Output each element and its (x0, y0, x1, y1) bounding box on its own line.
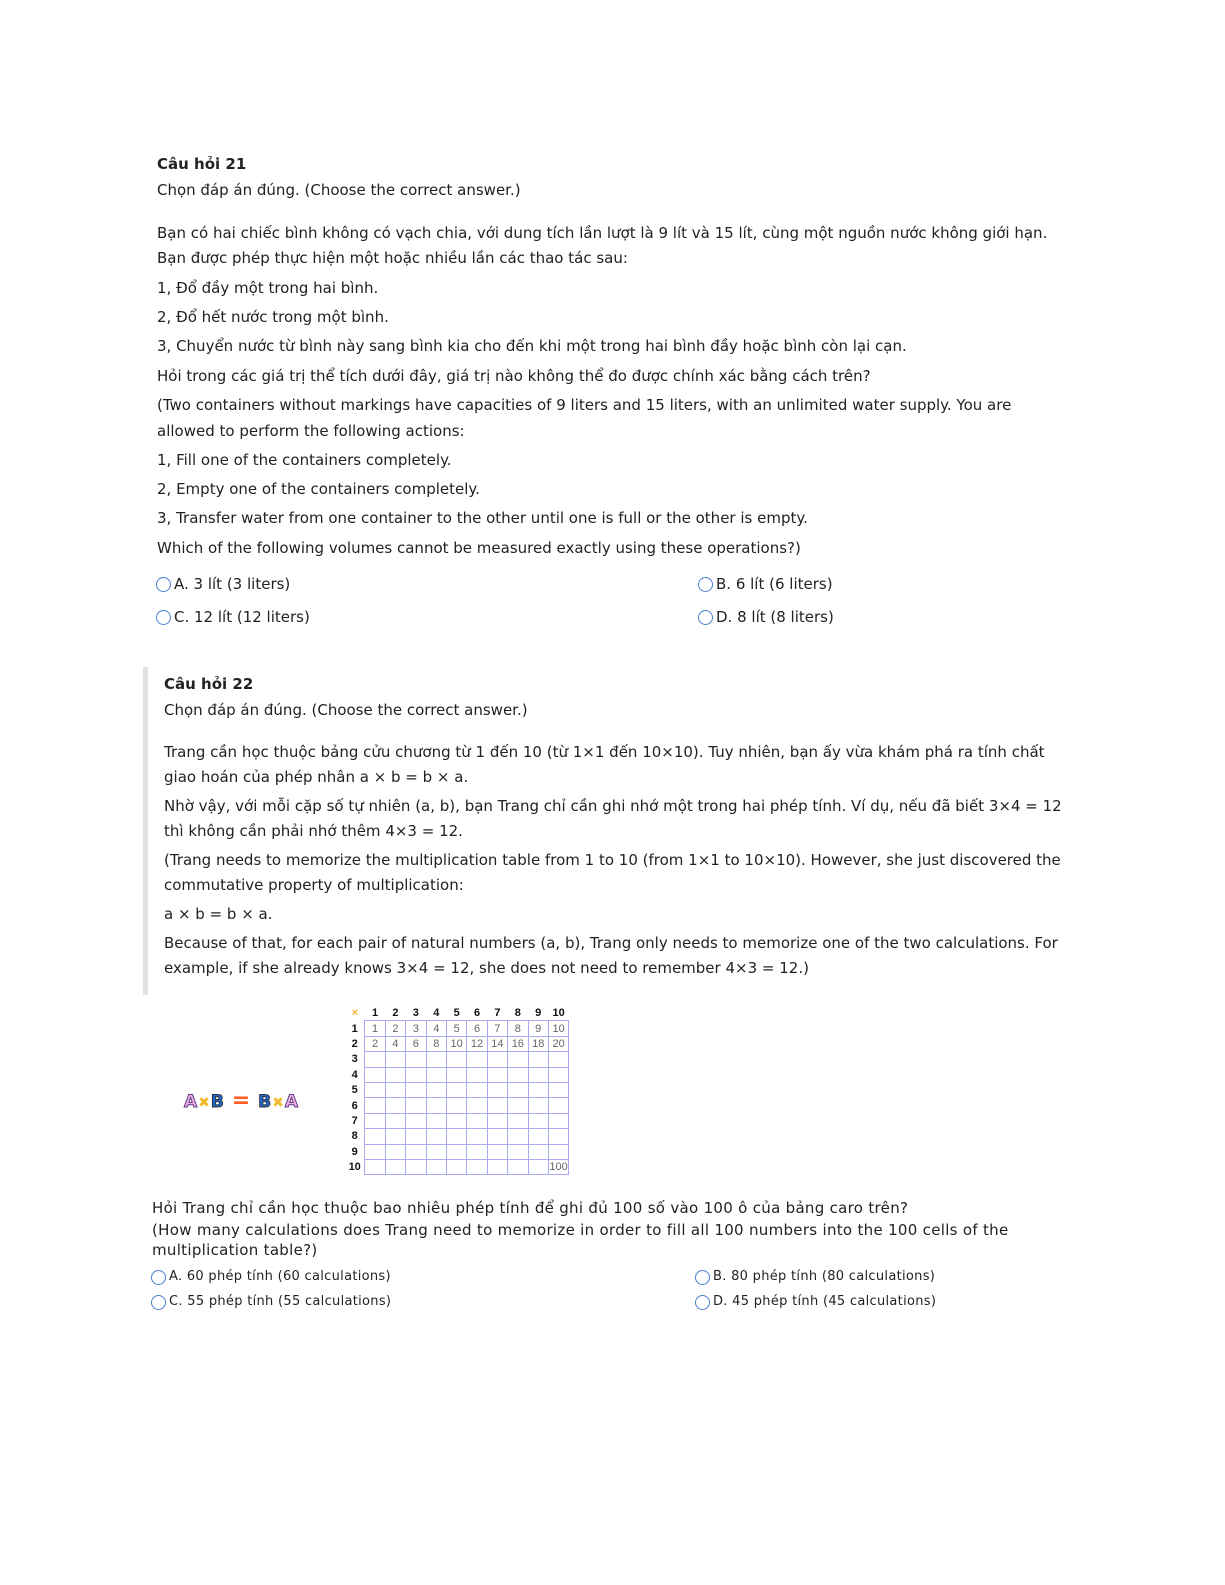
table-cell (508, 1144, 528, 1159)
table-cell (467, 1082, 487, 1097)
table-cell: 12 (467, 1036, 487, 1051)
body-line: Trang cần học thuộc bảng cửu chương từ 1 đến 10 (từ 1×1 đến 10×10). Tuy nhiên, bạn ấy vừa khám phá ra tính chất (164, 743, 1045, 761)
table-cell (446, 1067, 466, 1082)
table-cell (487, 1098, 507, 1113)
table-cell (508, 1052, 528, 1067)
table-cell (406, 1067, 426, 1082)
table-cell: 5 (446, 1021, 466, 1036)
column-header: 4 (433, 1007, 440, 1020)
table-cell (406, 1113, 426, 1128)
option-label: D. 8 lít (8 liters) (716, 608, 834, 626)
table-cell: 7 (487, 1021, 507, 1036)
body-line: example, if she already knows 3×4 = 12, she does not need to remember 4×3 = 12.) (164, 959, 809, 977)
column-header: 9 (535, 1007, 542, 1020)
table-cell (385, 1082, 405, 1097)
table-cell (426, 1082, 446, 1097)
table-cell (467, 1098, 487, 1113)
table-row (345, 1098, 569, 1113)
option-b[interactable] (695, 1267, 935, 1287)
body-line: 2, Empty one of the containers completely. (157, 480, 480, 498)
instruction: Chọn đáp án đúng. (Choose the correct answer.) (164, 701, 528, 719)
table-cell (508, 1159, 528, 1174)
table-cell (487, 1144, 507, 1159)
table-cell: 6 (406, 1036, 426, 1051)
table-cell: 4 (426, 1021, 446, 1036)
body-line: 1, Fill one of the containers completely. (157, 451, 452, 469)
table-cell (548, 1113, 568, 1128)
table-cell: 20 (548, 1036, 568, 1051)
table-cell (446, 1082, 466, 1097)
table-cell: 9 (528, 1021, 548, 1036)
table-cell (385, 1098, 405, 1113)
option-c[interactable] (156, 607, 310, 627)
radio-icon[interactable] (151, 1295, 166, 1310)
corner-times-icon: × (351, 1007, 359, 1020)
option-a[interactable] (156, 574, 290, 594)
radio-icon[interactable] (698, 577, 713, 592)
option-label: D. 45 phép tính (45 calculations) (713, 1294, 937, 1309)
commutative-illustration (184, 1088, 299, 1113)
table-row (345, 1082, 569, 1097)
row-header: 9 (351, 1145, 358, 1158)
table-cell: 10 (446, 1036, 466, 1051)
table-cell (426, 1067, 446, 1082)
table-cell (528, 1067, 548, 1082)
table-cell: 8 (508, 1021, 528, 1036)
table-cell (528, 1052, 548, 1067)
table-cell (385, 1052, 405, 1067)
table-row (345, 1036, 569, 1051)
table-cell (528, 1159, 548, 1174)
table-cell: 16 (508, 1036, 528, 1051)
table-cell (446, 1159, 466, 1174)
body-line: (Trang needs to memorize the multiplication table from 1 to 10 (from 1×1 to 10×10). However, she just discovered the (164, 851, 1061, 869)
option-label: B. 80 phép tính (80 calculations) (713, 1269, 936, 1284)
body-line: Because of that, for each pair of natural numbers (a, b), Trang only needs to memorize one of the two calculations. For (164, 934, 1058, 952)
table-row (345, 1144, 569, 1159)
option-label: A. 3 lít (3 liters) (174, 575, 291, 593)
body-line: allowed to perform the following actions: (157, 422, 465, 440)
table-cell (406, 1098, 426, 1113)
table-cell (365, 1113, 385, 1128)
question-title: Câu hỏi 21 (157, 155, 247, 173)
table-cell (426, 1052, 446, 1067)
table-row (345, 1052, 569, 1067)
table-cell (365, 1067, 385, 1082)
table-cell (426, 1144, 446, 1159)
table-cell (385, 1113, 405, 1128)
body-line: Bạn được phép thực hiện một hoặc nhiều lần các thao tác sau: (157, 249, 628, 267)
question-title: Câu hỏi 22 (164, 675, 254, 693)
table-cell (487, 1129, 507, 1144)
table-row (345, 1067, 569, 1082)
table-cell (467, 1159, 487, 1174)
table-cell (508, 1067, 528, 1082)
table-row (345, 1159, 569, 1174)
table-cell (365, 1129, 385, 1144)
table-cell (467, 1052, 487, 1067)
table-row (345, 1021, 569, 1036)
row-header: 10 (348, 1161, 361, 1174)
table-cell (446, 1113, 466, 1128)
radio-icon[interactable] (695, 1295, 710, 1310)
letter-a: A (284, 1092, 300, 1112)
radio-icon[interactable] (156, 610, 171, 625)
question-line: Hỏi Trang chỉ cần học thuộc bao nhiêu phép tính để ghi đủ 100 số vào 100 ô của bảng caro trên? (152, 1199, 909, 1217)
table-cell (508, 1098, 528, 1113)
table-cell (528, 1113, 548, 1128)
table-cell: 3 (406, 1021, 426, 1036)
table-cell (548, 1052, 568, 1067)
table-cell (487, 1067, 507, 1082)
table-cell (446, 1144, 466, 1159)
column-header: 8 (514, 1007, 521, 1020)
table-cell (487, 1052, 507, 1067)
body-line: Hỏi trong các giá trị thể tích dưới đây, giá trị nào không thể đo được chính xác bằng cách trên? (157, 367, 871, 385)
option-c[interactable] (151, 1292, 391, 1312)
table-cell: 4 (385, 1036, 405, 1051)
multiplication-table (345, 1006, 569, 1175)
table-cell (548, 1082, 568, 1097)
table-cell (385, 1159, 405, 1174)
table-cell (426, 1098, 446, 1113)
instruction: Chọn đáp án đúng. (Choose the correct answer.) (157, 181, 521, 199)
row-header: 5 (351, 1084, 358, 1097)
body-line: 2, Đổ hết nước trong một bình. (157, 308, 389, 326)
table-row (345, 1129, 569, 1144)
body-line: thì không cần phải nhớ thêm 4×3 = 12. (164, 822, 463, 840)
question-line: (How many calculations does Trang need to memorize in order to fill all 100 numbers into the 100 cells of the (152, 1221, 1009, 1239)
quote-bar (143, 667, 148, 995)
radio-icon[interactable] (695, 1270, 710, 1285)
option-d[interactable] (698, 607, 834, 627)
table-cell: 1 (365, 1021, 385, 1036)
body-line: (Two containers without markings have capacities of 9 liters and 15 liters, with an unlimited water supply. You are (157, 396, 1012, 414)
body-line: Nhờ vậy, với mỗi cặp số tự nhiên (a, b), bạn Trang chỉ cần ghi nhớ một trong hai phép tính. Ví dụ, nếu đã biết 3×4 = 12 (164, 797, 1062, 815)
table-cell (508, 1082, 528, 1097)
table-cell (406, 1159, 426, 1174)
table-cell (528, 1098, 548, 1113)
table-cell (385, 1129, 405, 1144)
table-cell (446, 1052, 466, 1067)
table-cell (548, 1067, 568, 1082)
table-cell: 14 (487, 1036, 507, 1051)
table-cell (365, 1052, 385, 1067)
body-line: Bạn có hai chiếc bình không có vạch chia, với dung tích lần lượt là 9 lít và 15 lít, cùng một nguồn nước không giới hạn. (157, 224, 1048, 242)
column-header: 6 (473, 1007, 481, 1020)
letter-b: B (210, 1092, 225, 1112)
table-cell (365, 1159, 385, 1174)
table-cell (508, 1113, 528, 1128)
option-label: C. 55 phép tính (55 calculations) (169, 1294, 392, 1309)
table-cell (426, 1159, 446, 1174)
column-header: 2 (392, 1007, 399, 1020)
option-label: A. 60 phép tính (60 calculations) (169, 1269, 391, 1284)
table-cell (446, 1098, 466, 1113)
table-cell (365, 1098, 385, 1113)
body-line: a × b = b × a. (164, 905, 273, 923)
option-d[interactable] (695, 1292, 936, 1312)
row-header: 2 (351, 1037, 358, 1050)
radio-icon[interactable] (151, 1270, 166, 1285)
radio-icon[interactable] (156, 577, 171, 592)
row-header: 6 (351, 1099, 358, 1112)
table-cell: 10 (548, 1021, 568, 1036)
row-header: 8 (351, 1130, 358, 1143)
option-label: C. 12 lít (12 liters) (174, 608, 310, 626)
table-cell (385, 1144, 405, 1159)
body-line: giao hoán của phép nhân a × b = b × a. (164, 768, 469, 786)
row-header: 4 (351, 1068, 358, 1081)
table-cell (365, 1144, 385, 1159)
table-cell (467, 1113, 487, 1128)
table-cell (548, 1098, 568, 1113)
header-row (345, 1006, 569, 1021)
table-cell: 2 (385, 1021, 405, 1036)
column-header: 10 (552, 1007, 565, 1020)
table-cell (508, 1129, 528, 1144)
row-header: 3 (351, 1053, 358, 1066)
body-line: 1, Đổ đầy một trong hai bình. (157, 279, 379, 297)
table-cell (446, 1129, 466, 1144)
table-cell (467, 1067, 487, 1082)
body-line: 3, Transfer water from one container to the other until one is full or the other is empty. (157, 509, 808, 527)
row-header: 7 (351, 1114, 358, 1127)
table-cell (548, 1144, 568, 1159)
option-b[interactable] (698, 574, 833, 594)
column-header: 5 (453, 1007, 460, 1020)
table-cell (487, 1082, 507, 1097)
times-icon: ✖ (198, 1095, 211, 1111)
table-cell (528, 1129, 548, 1144)
body-line: 3, Chuyển nước từ bình này sang bình kia cho đến khi một trong hai bình đầy hoặc bình còn lại cạn. (157, 337, 907, 355)
column-header: 3 (412, 1007, 419, 1020)
table-cell: 18 (528, 1036, 548, 1051)
table-cell (467, 1129, 487, 1144)
option-a[interactable] (151, 1267, 391, 1287)
body-line: Which of the following volumes cannot be measured exactly using these operations?) (157, 539, 801, 557)
equals-icon: = (231, 1088, 252, 1113)
table-cell (385, 1067, 405, 1082)
times-icon: ✖ (272, 1095, 285, 1111)
table-cell (406, 1052, 426, 1067)
table-cell (365, 1082, 385, 1097)
table-cell (487, 1113, 507, 1128)
option-label: B. 6 lít (6 liters) (716, 575, 833, 593)
radio-icon[interactable] (698, 610, 713, 625)
table-cell (406, 1082, 426, 1097)
table-cell: 100 (549, 1161, 568, 1174)
table-cell: 6 (467, 1021, 487, 1036)
column-header: 7 (494, 1007, 501, 1020)
row-header: 1 (351, 1022, 358, 1035)
column-header: 1 (372, 1007, 379, 1020)
body-line: commutative property of multiplication: (164, 876, 464, 894)
table-cell (528, 1082, 548, 1097)
table-cell (487, 1159, 507, 1174)
table-row (345, 1113, 569, 1128)
table-cell (406, 1144, 426, 1159)
table-cell (426, 1129, 446, 1144)
table-cell (406, 1129, 426, 1144)
table-cell (426, 1113, 446, 1128)
table-cell: 2 (365, 1036, 385, 1051)
table-cell (528, 1144, 548, 1159)
table-cell: 8 (426, 1036, 446, 1051)
question-line: multiplication table?) (152, 1241, 318, 1259)
letter-b: B (258, 1092, 273, 1112)
table-cell (548, 1129, 568, 1144)
table-cell (467, 1144, 487, 1159)
letter-a: A (184, 1092, 199, 1112)
